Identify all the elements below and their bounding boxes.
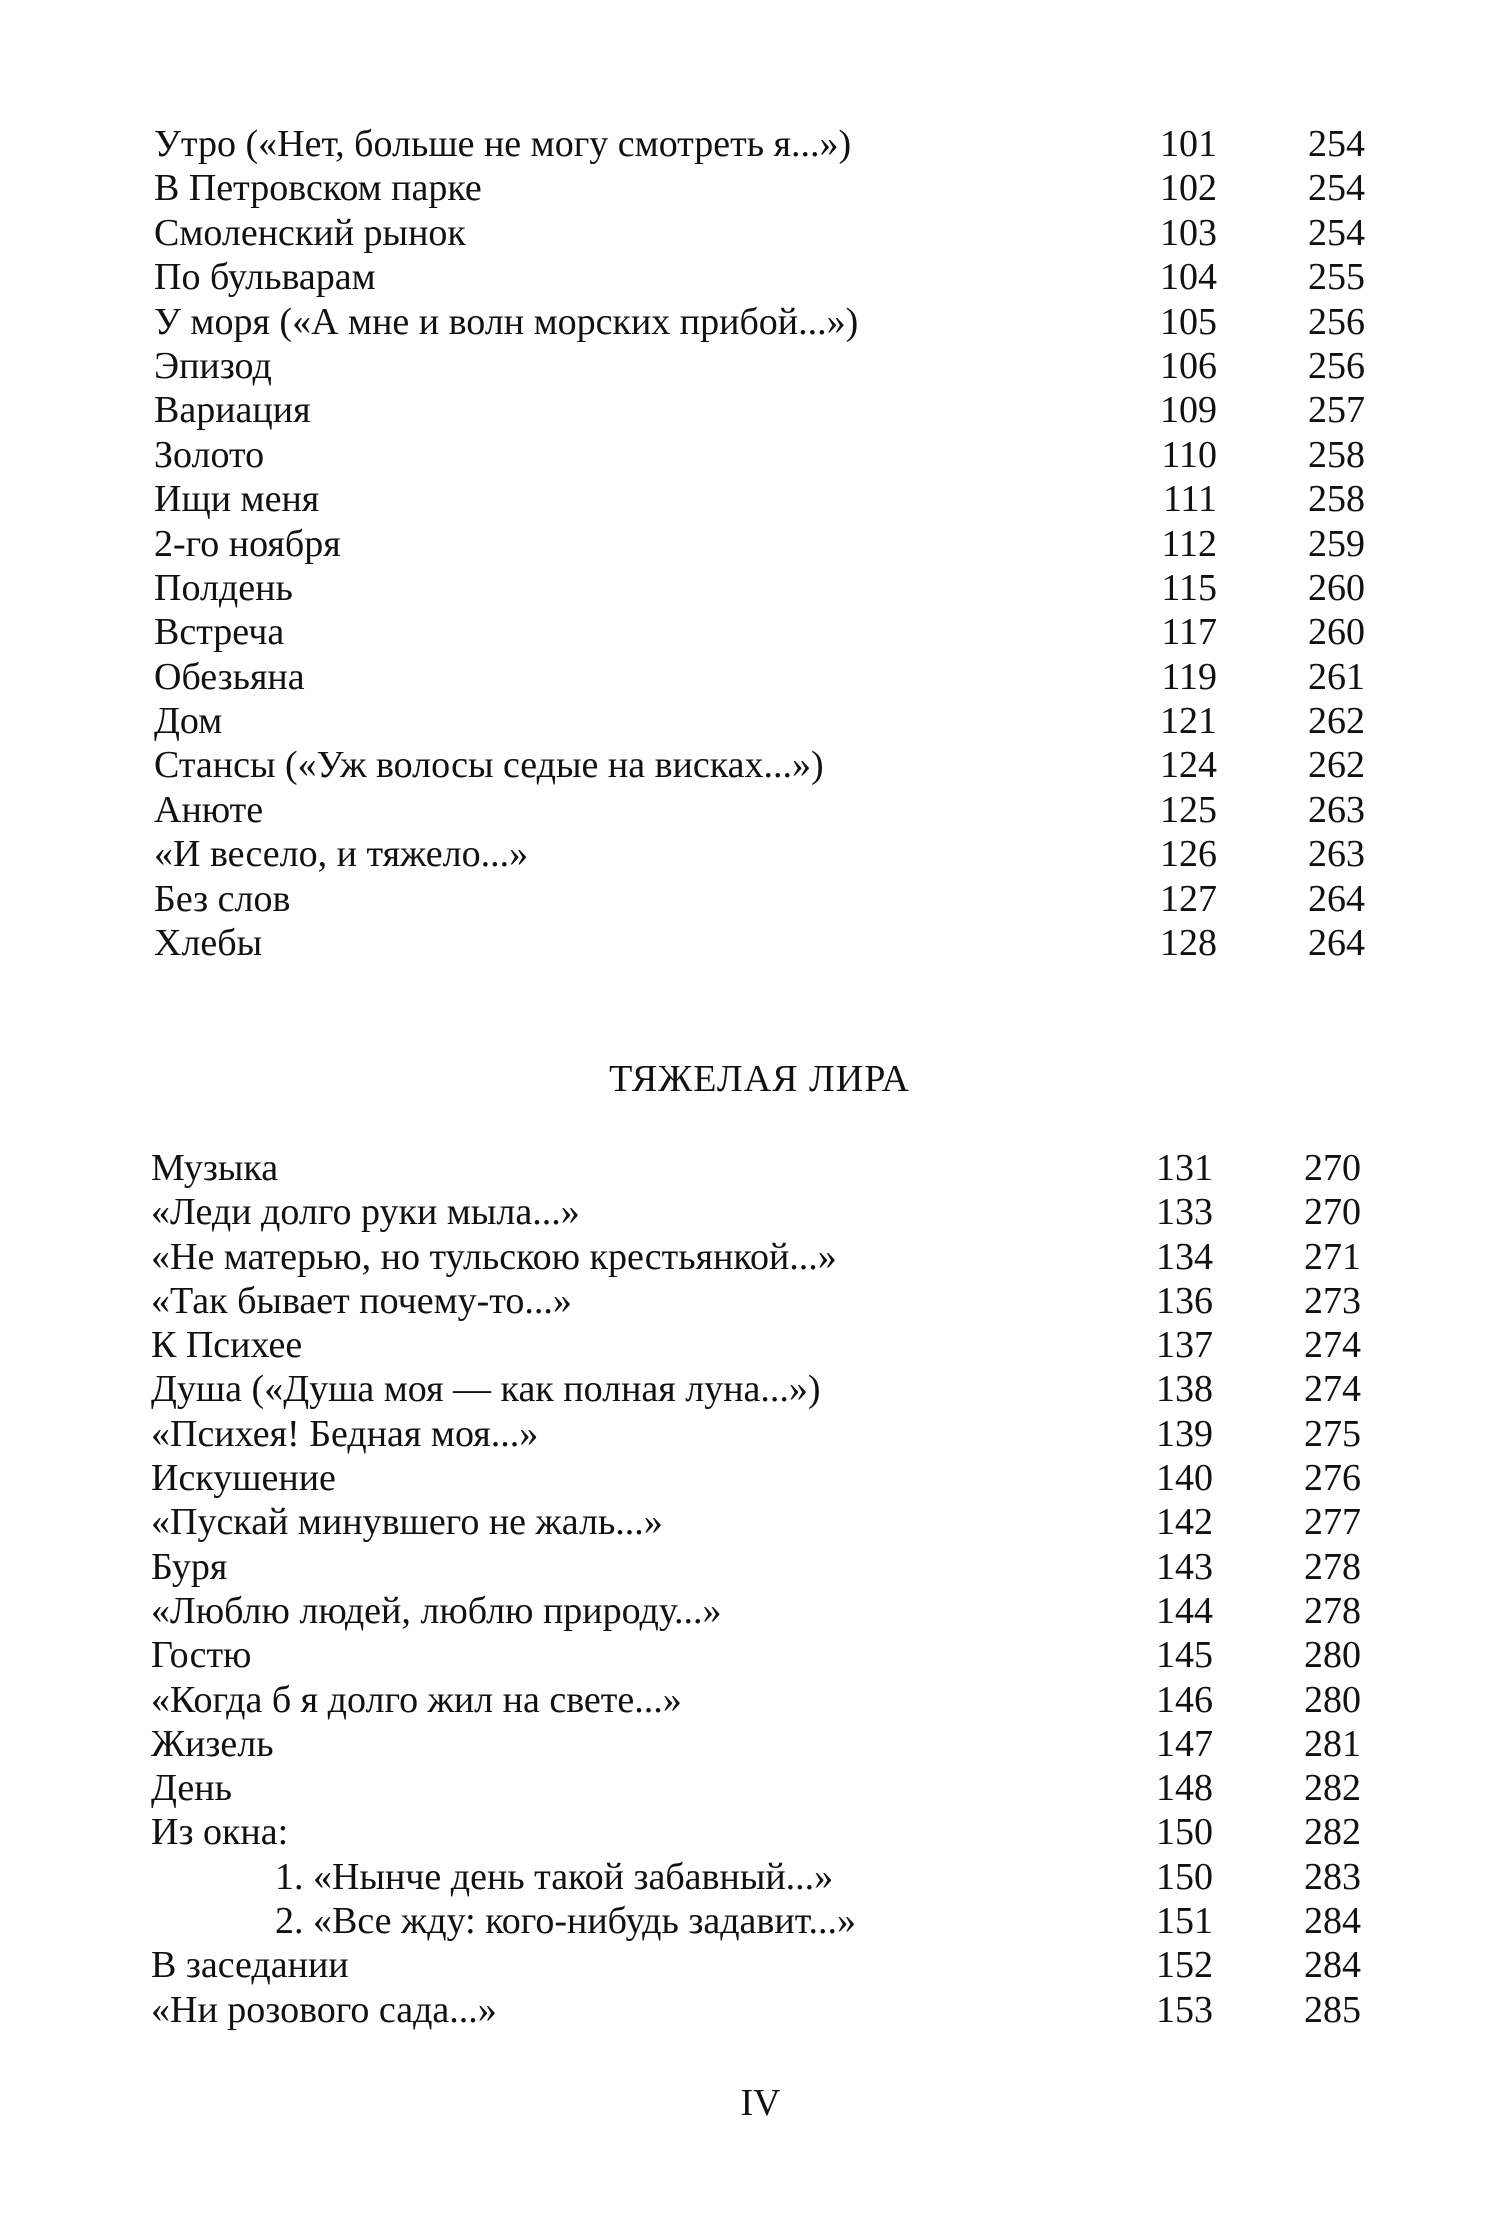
entry-page-notes: 275 — [1304, 1412, 1361, 1455]
entry-title: «Когда б я долго жил на свете...» — [151, 1678, 682, 1721]
entry-title: Золото — [154, 433, 265, 476]
entry-page-notes: 259 — [1308, 522, 1365, 565]
entry-page-text: 131 — [1156, 1147, 1213, 1189]
entry-page-text: 115 — [1161, 566, 1217, 609]
entry-page-text: 142 — [1156, 1501, 1213, 1544]
entry-title: У моря («А мне и волн морских прибой...») — [154, 300, 859, 343]
entry-page-text: 147 — [1156, 1722, 1213, 1765]
toc-entry — [0, 433, 1499, 477]
entry-title: «Леди долго руки мыла...» — [151, 1191, 580, 1234]
toc-entry — [0, 1589, 1499, 1633]
entry-page-notes: 270 — [1304, 1147, 1361, 1189]
entry-page-notes: 260 — [1308, 611, 1365, 654]
entry-page-notes: 271 — [1304, 1235, 1361, 1278]
toc-subentry — [0, 1899, 1499, 1943]
entry-page-text: 133 — [1156, 1191, 1213, 1234]
entry-title: «Психея! Бедная моя...» — [151, 1412, 539, 1455]
entry-page-text: 126 — [1160, 833, 1217, 876]
entry-page-text: 151 — [1156, 1900, 1213, 1943]
entry-page-text: 105 — [1160, 300, 1217, 343]
entry-title: Хлебы — [154, 922, 263, 965]
entry-title: Ищи меня — [154, 478, 320, 521]
entry-title: Стансы («Уж волосы седые на висках...») — [154, 744, 824, 787]
entry-page-notes: 278 — [1304, 1545, 1361, 1588]
toc-entry — [0, 566, 1499, 610]
entry-page-text: 140 — [1156, 1457, 1213, 1500]
entry-title: Встреча — [154, 611, 285, 654]
entry-title: «Не матерью, но тульскою крестьянкой...» — [151, 1235, 837, 1278]
toc-entry — [0, 300, 1499, 344]
toc-entry — [0, 1456, 1499, 1500]
entry-page-text: 119 — [1161, 655, 1217, 698]
toc-entry — [0, 1722, 1499, 1766]
toc-entry — [0, 1545, 1499, 1589]
entry-title: По бульварам — [154, 256, 376, 299]
entry-page-text: 145 — [1156, 1634, 1213, 1677]
entry-page-text: 106 — [1160, 344, 1217, 387]
entry-page-notes: 263 — [1308, 833, 1365, 876]
entry-page-text: 101 — [1160, 123, 1217, 165]
entry-page-text: 150 — [1156, 1811, 1213, 1854]
toc-entry — [0, 877, 1499, 921]
entry-page-text: 134 — [1156, 1235, 1213, 1278]
entry-page-notes: 262 — [1308, 744, 1365, 787]
toc-entry — [0, 1279, 1499, 1323]
section-heading: ТЯЖЕЛАЯ ЛИРА — [609, 1058, 910, 1100]
entry-page-notes: 264 — [1308, 877, 1365, 920]
entry-page-notes: 258 — [1308, 478, 1365, 521]
entry-page-text: 127 — [1160, 877, 1217, 920]
entry-page-text: 112 — [1161, 522, 1217, 565]
entry-page-notes: 254 — [1308, 123, 1365, 165]
entry-title: «Пускай минувшего не жаль...» — [151, 1501, 663, 1544]
entry-page-notes: 274 — [1304, 1368, 1361, 1411]
toc-entry — [0, 743, 1499, 787]
toc-entry — [0, 211, 1499, 255]
entry-title: Полдень — [154, 566, 293, 609]
entry-page-text: 136 — [1156, 1279, 1213, 1322]
toc-entry — [0, 477, 1499, 521]
entry-page-notes: 282 — [1304, 1811, 1361, 1854]
entry-page-text: 110 — [1161, 433, 1217, 476]
toc-list-second — [0, 1146, 1499, 2032]
entry-page-notes: 256 — [1308, 300, 1365, 343]
entry-page-text: 138 — [1156, 1368, 1213, 1411]
entry-page-notes: 254 — [1308, 167, 1365, 210]
entry-page-text: 121 — [1160, 700, 1217, 743]
entry-page-notes: 280 — [1304, 1678, 1361, 1721]
toc-entry — [0, 344, 1499, 388]
entry-page-notes: 283 — [1304, 1855, 1361, 1898]
toc-entry — [0, 522, 1499, 566]
entry-page-notes: 257 — [1308, 389, 1365, 432]
entry-page-notes: 270 — [1304, 1191, 1361, 1234]
entry-page-notes: 277 — [1304, 1501, 1361, 1544]
entry-page-notes: 285 — [1304, 1988, 1361, 2031]
entry-title: Без слов — [154, 877, 291, 920]
toc-list-first — [0, 122, 1499, 965]
entry-page-notes: 273 — [1304, 1279, 1361, 1322]
toc-entry — [0, 1146, 1499, 1190]
toc-entry — [0, 610, 1499, 654]
entry-title: Утро («Нет, больше не могу смотреть я...») — [154, 123, 852, 165]
toc-entry — [0, 1235, 1499, 1279]
entry-page-text: 111 — [1162, 478, 1217, 521]
entry-page-text: 153 — [1156, 1988, 1213, 2031]
toc-entry — [0, 1766, 1499, 1810]
entry-page-text: 125 — [1160, 788, 1217, 831]
entry-page-text: 152 — [1156, 1944, 1213, 1987]
entry-title: К Психее — [151, 1324, 303, 1367]
entry-title: Музыка — [151, 1147, 279, 1189]
entry-title: Дом — [154, 700, 223, 743]
entry-page-text: 146 — [1156, 1678, 1213, 1721]
entry-page-notes: 261 — [1308, 655, 1365, 698]
entry-page-notes: 263 — [1308, 788, 1365, 831]
toc-entry — [0, 1633, 1499, 1677]
entry-page-notes: 255 — [1308, 256, 1365, 299]
toc-entry — [0, 122, 1499, 166]
entry-title: «Ни розового сада...» — [151, 1988, 497, 2031]
toc-entry — [0, 1678, 1499, 1722]
entry-title: День — [151, 1767, 232, 1810]
entry-page-notes: 256 — [1308, 344, 1365, 387]
entry-page-text: 139 — [1156, 1412, 1213, 1455]
entry-page-notes: 262 — [1308, 700, 1365, 743]
toc-entry — [0, 1412, 1499, 1456]
entry-page-text: 104 — [1160, 256, 1217, 299]
entry-page-notes: 284 — [1304, 1944, 1361, 1987]
entry-page-notes: 281 — [1304, 1722, 1361, 1765]
entry-page-notes: 280 — [1304, 1634, 1361, 1677]
toc-entry — [0, 699, 1499, 743]
entry-title: Душа («Душа моя — как полная луна...») — [151, 1368, 821, 1411]
entry-title: Обезьяна — [154, 655, 305, 698]
entry-page-text: 137 — [1156, 1324, 1213, 1367]
toc-entry — [0, 1943, 1499, 1987]
entry-page-notes: 254 — [1308, 211, 1365, 254]
entry-page-notes: 282 — [1304, 1767, 1361, 1810]
toc-subentry — [0, 1855, 1499, 1899]
entry-page-notes: 274 — [1304, 1324, 1361, 1367]
entry-page-notes: 258 — [1308, 433, 1365, 476]
entry-page-text: 117 — [1161, 611, 1217, 654]
entry-title: «Люблю людей, люблю природу...» — [151, 1589, 722, 1632]
entry-title: В заседании — [151, 1944, 349, 1987]
toc-entry — [0, 655, 1499, 699]
entry-title: «Так бывает почему-то...» — [151, 1279, 572, 1322]
entry-title: Вариация — [154, 389, 311, 432]
toc-entry — [0, 788, 1499, 832]
toc-entry — [0, 166, 1499, 210]
entry-title: Анюте — [154, 788, 264, 831]
entry-title: 1. «Нынче день такой забавный...» — [275, 1855, 834, 1898]
entry-page-notes: 260 — [1308, 566, 1365, 609]
entry-page-notes: 284 — [1304, 1900, 1361, 1943]
toc-entry — [0, 1500, 1499, 1544]
toc-entry — [0, 1323, 1499, 1367]
entry-title: 2. «Все жду: кого-нибудь задавит...» — [275, 1900, 856, 1943]
entry-page-text: 124 — [1160, 744, 1217, 787]
entry-page-text: 102 — [1160, 167, 1217, 210]
entry-page-notes: 264 — [1308, 922, 1365, 965]
entry-title: Жизель — [151, 1722, 274, 1765]
entry-title: Смоленский рынок — [154, 211, 466, 254]
entry-page-notes: 276 — [1304, 1457, 1361, 1500]
toc-entry — [0, 921, 1499, 965]
toc-entry — [0, 255, 1499, 299]
entry-page-text: 148 — [1156, 1767, 1213, 1810]
page-number: IV — [740, 2082, 781, 2124]
entry-page-notes: 278 — [1304, 1589, 1361, 1632]
toc-entry — [0, 1367, 1499, 1411]
entry-title: Эпизод — [154, 344, 272, 387]
entry-page-text: 128 — [1160, 922, 1217, 965]
toc-entry — [0, 1810, 1499, 1854]
entry-page-text: 144 — [1156, 1589, 1213, 1632]
toc-entry — [0, 388, 1499, 432]
toc-entry — [0, 832, 1499, 876]
entry-title: 2-го ноября — [154, 522, 341, 565]
entry-page-text: 103 — [1160, 211, 1217, 254]
entry-page-text: 143 — [1156, 1545, 1213, 1588]
entry-page-text: 109 — [1160, 389, 1217, 432]
entry-title: Буря — [151, 1545, 228, 1588]
entry-page-text: 150 — [1156, 1855, 1213, 1898]
entry-title: «И весело, и тяжело...» — [154, 833, 529, 876]
entry-title: В Петровском парке — [154, 167, 482, 210]
entry-title: Из окна: — [151, 1811, 289, 1854]
toc-entry — [0, 1190, 1499, 1234]
entry-title: Гостю — [151, 1634, 252, 1677]
toc-entry — [0, 1988, 1499, 2032]
entry-title: Искушение — [151, 1457, 336, 1500]
